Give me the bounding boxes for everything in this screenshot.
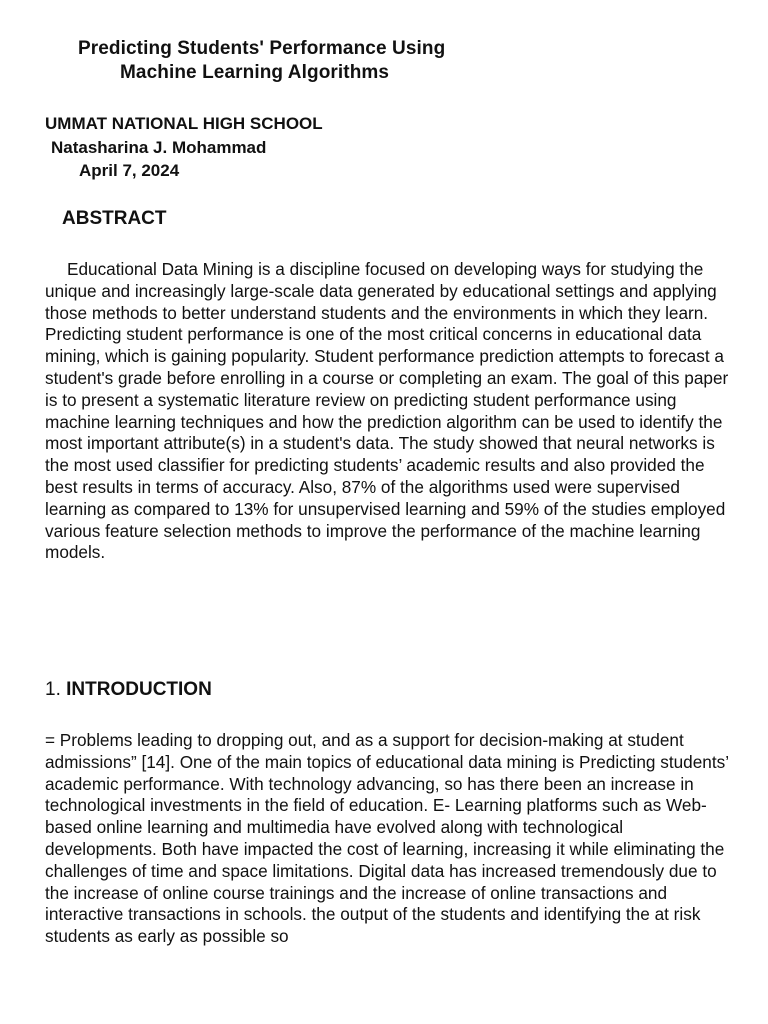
abstract-text: Educational Data Mining is a discipline focused on developing ways for studying the unique and increasingly large-scale data generated by educational settings and applying those methods to better understand students and the environments in which they learn. Predicting student performance is one of the most critical concerns in educational data mining, which is gaining popularity. Student performance prediction attempts to forecast a student's grade before enrolling in a course or completing an exam. The goal of this paper is to present a systematic literature review on predicting student performance using machine learning techniques and how the prediction algorithm can be used to identify the most important attribute(s) in a student's data. The study showed that neural networks is the most used classifier for predicting students’ academic results and also provided the best results in terms of accuracy. Also, 87% of the algorithms used were supervised learning as compared to 13% for unsupervised learning and 59% of the studies employed various feature selection methods to improve the performance of the machine learning models. xyxy=(45,259,729,563)
abstract-heading: ABSTRACT xyxy=(62,208,167,229)
section-number: 1. xyxy=(45,679,61,700)
section-title: INTRODUCTION xyxy=(66,679,212,700)
paper-title-line-2: Machine Learning Algorithms xyxy=(120,62,390,83)
school-name: UMMAT NATIONAL HIGH SCHOOL xyxy=(45,114,323,133)
abstract-body xyxy=(45,259,735,564)
paper-title-line-1: Predicting Students' Performance Using xyxy=(78,38,446,59)
introduction-body: = Problems leading to dropping out, and as a support for decision-making at student admissions” [14]. One of the main topics of educational data mining is Predicting students’ academic performance. With technology advancing, so has there been an increase in technological investments in the field of education. E- Learning platforms such as Web-based online learning and multimedia have evolved along with technological developments. Both have impacted the cost of learning, increasing it while eliminating the challenges of time and space limitations. Digital data has increased tremendously due to the increase of online course trainings and the increase of online transactions and interactive transactions in schools. the output of the students and identifying the at risk students as early as possible so xyxy=(45,730,729,947)
publication-date: April 7, 2024 xyxy=(79,161,180,180)
introduction-heading xyxy=(45,679,212,701)
author-name: Natasharina J. Mohammad xyxy=(51,138,267,157)
